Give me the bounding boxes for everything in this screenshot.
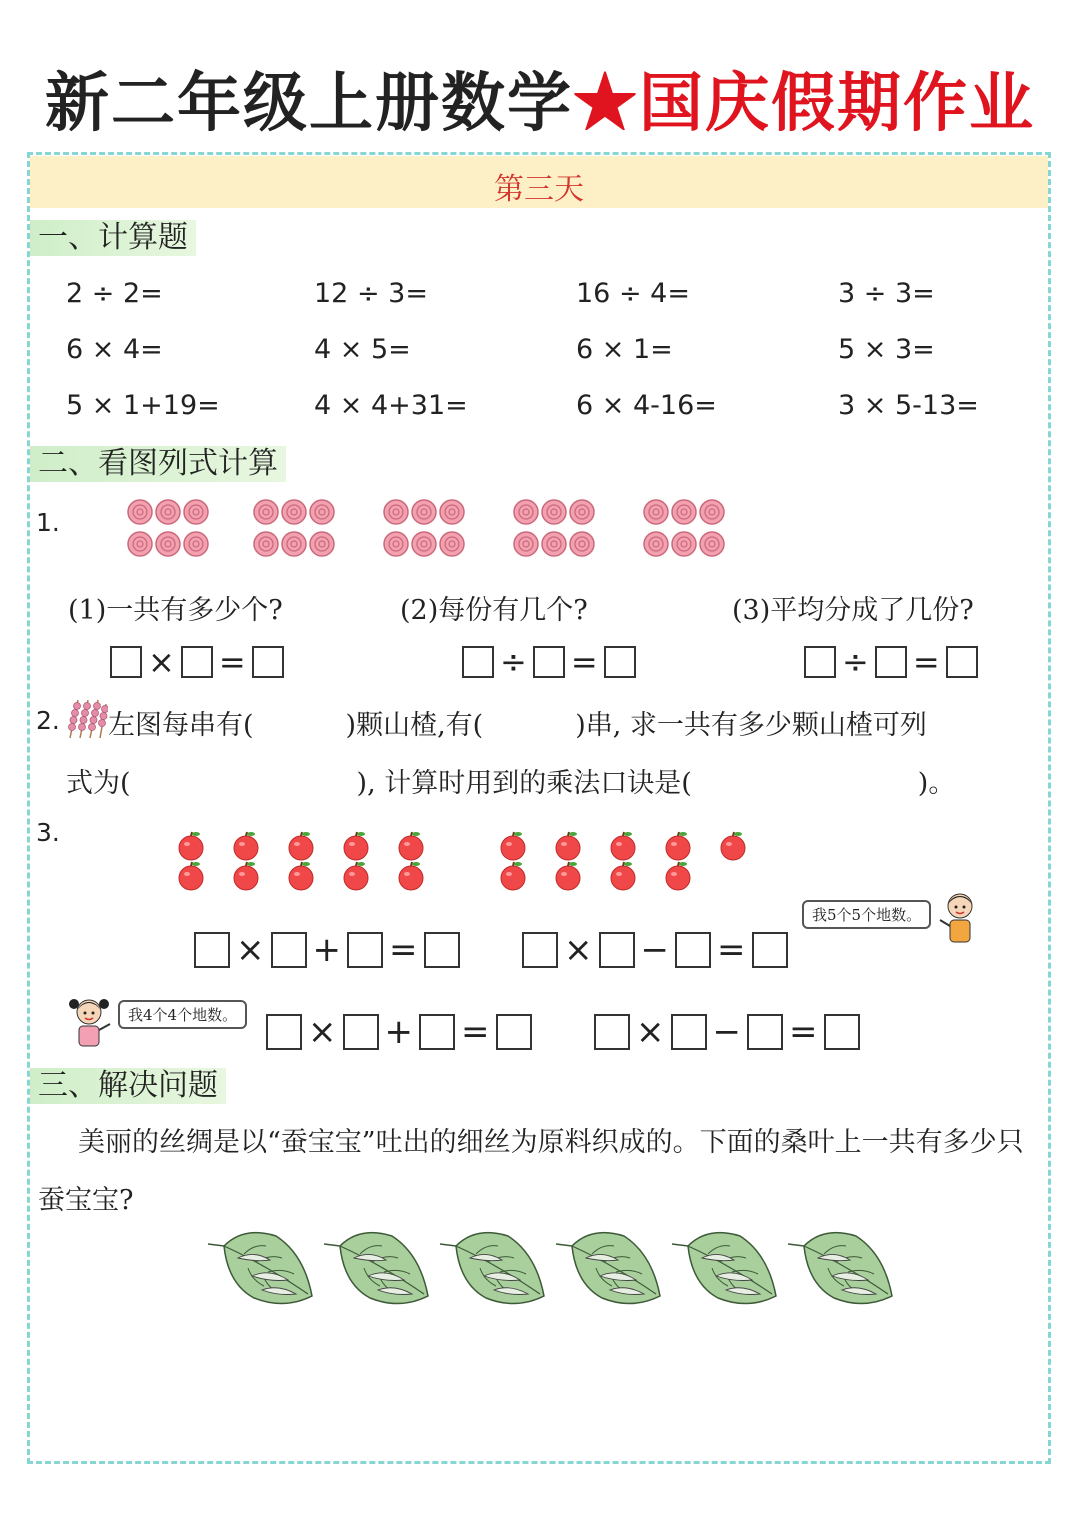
leaf-1 <box>208 1233 312 1304</box>
q1-question-1: (1)一共有多少个? <box>68 595 283 626</box>
answer-box[interactable] <box>747 1014 783 1050</box>
answer-box[interactable] <box>946 646 978 678</box>
equals-sign: = <box>389 930 418 970</box>
bubble-boy: 我5个5个地数。 <box>802 900 931 929</box>
day-band <box>30 156 1048 208</box>
hawthorn-skewer-icon <box>64 698 108 740</box>
answer-box[interactable] <box>752 932 788 968</box>
leaf-3 <box>440 1233 544 1304</box>
q2-text: 式为( <box>66 768 131 799</box>
calc-item: 3 × 5-13= <box>838 390 979 421</box>
q1-equation-1 <box>110 643 284 681</box>
q3-equation-4 <box>594 1012 860 1052</box>
q2-line2 <box>66 761 955 800</box>
mulberry-leaves-figure <box>204 1218 904 1314</box>
answer-box[interactable] <box>110 646 142 678</box>
calc-item: 6 × 4= <box>66 334 163 365</box>
equals-sign: = <box>570 643 598 681</box>
section1-title: 一、计算题 <box>30 220 196 256</box>
answer-box[interactable] <box>181 646 213 678</box>
q1-equation-3 <box>804 643 978 681</box>
answer-box[interactable] <box>824 1014 860 1050</box>
rose-group-4 <box>514 500 594 556</box>
q2-number: 2. <box>36 706 60 735</box>
answer-box[interactable] <box>604 646 636 678</box>
leaf-4 <box>556 1233 660 1304</box>
calc-item: 4 × 5= <box>314 334 411 365</box>
answer-box[interactable] <box>271 932 307 968</box>
q3-number: 3. <box>36 818 60 847</box>
answer-box[interactable] <box>194 932 230 968</box>
answer-box[interactable] <box>343 1014 379 1050</box>
rose-group-5 <box>644 500 724 556</box>
answer-box[interactable] <box>804 646 836 678</box>
answer-box[interactable] <box>252 646 284 678</box>
answer-box[interactable] <box>671 1014 707 1050</box>
answer-box[interactable] <box>419 1014 455 1050</box>
answer-box[interactable] <box>424 932 460 968</box>
calc-item: 5 × 1+19= <box>66 390 220 421</box>
boy-icon <box>938 890 982 946</box>
section3-text: 美丽的丝绸是以“蚕宝宝”吐出的细丝为原料织成的。下面的桑叶上一共有多少只蚕宝宝? <box>38 1127 1024 1216</box>
q2-line1 <box>108 703 927 742</box>
equals-sign: = <box>717 930 746 970</box>
answer-box[interactable] <box>347 932 383 968</box>
answer-box[interactable] <box>522 932 558 968</box>
plus-sign: + <box>384 1012 413 1052</box>
answer-box[interactable] <box>599 932 635 968</box>
answer-box[interactable] <box>266 1014 302 1050</box>
times-sign: × <box>564 930 593 970</box>
rose-group-2 <box>254 500 334 556</box>
roses-figure <box>120 496 740 562</box>
divide-sign: ÷ <box>842 643 869 681</box>
answer-box[interactable] <box>675 932 711 968</box>
q1-equation-2 <box>462 643 636 681</box>
minus-sign: − <box>712 1012 741 1052</box>
star-icon: ★ <box>573 66 639 141</box>
equals-sign: = <box>912 643 940 681</box>
answer-box[interactable] <box>462 646 494 678</box>
q3-equation-1 <box>194 930 460 970</box>
rose-group-1 <box>128 500 208 556</box>
calc-item: 5 × 3= <box>838 334 935 365</box>
q2-text: )。 <box>917 768 956 799</box>
times-sign: × <box>148 643 175 681</box>
equals-sign: = <box>789 1012 818 1052</box>
calc-item: 16 ÷ 4= <box>576 278 690 309</box>
times-sign: × <box>236 930 265 970</box>
calc-item: 6 × 1= <box>576 334 673 365</box>
title-black: 新二年级上册数学 <box>45 66 573 141</box>
times-sign: × <box>636 1012 665 1052</box>
times-sign: × <box>308 1012 337 1052</box>
leaf-6 <box>788 1233 892 1304</box>
answer-box[interactable] <box>496 1014 532 1050</box>
q1-question-3: (3)平均分成了几份? <box>732 595 974 626</box>
q2-text: ), 计算时用到的乘法口诀是( <box>356 768 692 799</box>
q2-text: )串, 求一共有多少颗山楂可列 <box>575 710 927 741</box>
title-red: 国庆假期作业 <box>639 66 1035 141</box>
apples-figure <box>170 828 760 894</box>
q3-equation-3 <box>266 1012 532 1052</box>
bubble-girl: 我4个4个地数。 <box>118 1000 247 1029</box>
rose-group-3 <box>384 500 464 556</box>
answer-box[interactable] <box>533 646 565 678</box>
minus-sign: − <box>640 930 669 970</box>
answer-box[interactable] <box>875 646 907 678</box>
calc-item: 12 ÷ 3= <box>314 278 428 309</box>
calc-item: 6 × 4-16= <box>576 390 717 421</box>
equals-sign: = <box>218 643 246 681</box>
q1-question-2: (2)每份有几个? <box>400 595 588 626</box>
calc-item: 2 ÷ 2= <box>66 278 163 309</box>
equals-sign: = <box>461 1012 490 1052</box>
calc-item: 4 × 4+31= <box>314 390 468 421</box>
divide-sign: ÷ <box>500 643 527 681</box>
section2-title: 二、看图列式计算 <box>30 446 286 482</box>
page-title <box>0 52 1080 144</box>
girl-icon <box>66 994 112 1050</box>
calc-item: 3 ÷ 3= <box>838 278 935 309</box>
q2-text: 左图每串有( <box>108 710 254 741</box>
leaf-5 <box>672 1233 776 1304</box>
q3-equation-2 <box>522 930 788 970</box>
plus-sign: + <box>312 930 341 970</box>
answer-box[interactable] <box>594 1014 630 1050</box>
day-label: 第三天 <box>494 172 584 207</box>
q1-number: 1. <box>36 508 60 537</box>
leaf-2 <box>324 1233 428 1304</box>
q2-text: )颗山楂,有( <box>345 710 484 741</box>
section3-title: 三、解决问题 <box>30 1068 226 1104</box>
